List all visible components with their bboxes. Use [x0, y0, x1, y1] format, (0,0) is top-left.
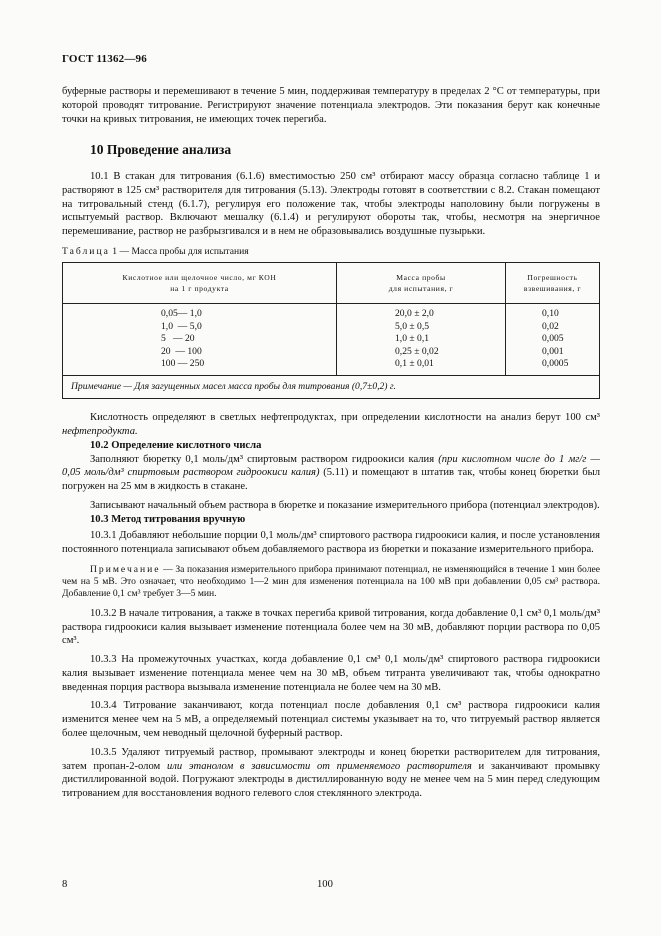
note-text: — За показания измерительного прибора принимают потенциал, не изменяющийся в течение 1 мин более чем на 5 мВ. Это означает, что необходимо 1—2 мин для изменения потенциала на 100 мВ при добавлении 0,05 см³ раствора. Добавление 0,1 см³ требует 3—5 мин.	[62, 563, 600, 599]
sample-mass-table	[62, 262, 600, 399]
table-cell: 20 — 100	[161, 345, 202, 357]
document-page	[62, 52, 600, 801]
header-line: Погрешность	[527, 273, 578, 283]
acidity-italic: нефтепродукта.	[62, 426, 138, 438]
table-caption-text: 1 — Масса пробы для испытания	[112, 245, 249, 257]
paragraph-10-3-3: 10.3.3 На промежуточных участках, когда добавление 0,1 см³ 0,1 моль/дм³ спиртового раствора гидроокиси калия вызывает изменение потенциала менее чем на 30 мВ, объем титранта увеличивают так, чтобы однократно введенная порция раствора вызывала изменение потенциала не более чем на 30 мВ.	[62, 654, 600, 693]
paragraph-10-3-4: 10.3.4 Титрование заканчивают, когда потенциал после добавления 0,1 см³ раствора гидроокиси калия изменится менее чем на 5 мВ, а определяемый потенциал системы указывает на то, что титруемый раствор является более щелочным, чем неводный щелочной буферный раствор.	[62, 700, 600, 739]
burette-italic: (при кислотном числе до 1 мг/г — 0,05 моль/дм³ спиртовым раствором гидроокиси калия)	[62, 453, 600, 479]
note-word: Примечание	[90, 563, 161, 575]
table-cell: 20,0 ± 2,0	[395, 308, 434, 320]
header-line: взвешивания, г	[523, 284, 582, 294]
paragraph-10-3-5	[62, 746, 600, 801]
burette-text-a: Заполняют бюретку 0,1 моль/дм³ спиртовым раствором гидроокиси калия	[90, 453, 439, 465]
section-10-title: 10 Проведение анализа	[90, 141, 232, 157]
rinse-text-a: 10.3.5 Удаляют титруемый раствор, промывают электроды и конец бюретки растворителем для титрования, затем пропан-2-олом	[62, 746, 600, 772]
intro-paragraph: буферные растворы и перемешивают в течение 5 мин, поддерживая температуру в пределах 2 °С от температуры, при которой проводят титрование. Регистрируют значение потенциала электродов. Эти показания берут как конечные точки на кривых титрования, не имеющих точек перегиба.	[62, 86, 600, 125]
acidity-text: Кислотность определяют в светлых нефтепродуктах, при определении кислотности на анализ берут 100 см³	[90, 412, 600, 424]
table-cell: 0,005	[542, 333, 564, 345]
table-cell: 0,25 ± 0,02	[395, 345, 439, 357]
table-cell: 0,0005	[542, 358, 569, 370]
header-weighing-error	[506, 263, 600, 304]
table-caption	[62, 246, 600, 258]
table-header-row	[63, 263, 600, 304]
table-note: Примечание — Для загущенных масел масса пробы для титрования (0,7±0,2) г.	[63, 375, 600, 398]
table-body-row	[63, 304, 600, 375]
header-line: Масса пробы	[396, 273, 446, 283]
burette-text-b: (5.11) и помещают в штатив так, чтобы конец бюретки был погружен на 25 мм в жидкость в стакане.	[62, 467, 600, 493]
rinse-italic: или этанолом в зависимости от применяемого растворителя	[166, 760, 472, 772]
table-cell: 100 — 250	[161, 358, 205, 370]
paragraph-10-1: 10.1 В стакан для титрования (6.1.6) вместимостью 250 см³ отбирают массу образца согласно таблице 1 и растворяют в 125 см³ растворителя для титрования (5.13). Электроды готовят в соответствии с 8.2. Стакан помещают на титровальный стенд (6.1.7), регулируя его положение так, чтобы электроды наполовину были погружены в испытуемый раствор. Включают мешалку (6.1.4) и регулируют обороты так, чтобы, несмотря на энергичное перемешивание, раствор не разбрызгивался и в нем не образовывались воздушные пузырьки.	[62, 171, 600, 238]
table-cell: 1,0 — 5,0	[161, 320, 202, 332]
header-sample-mass	[337, 263, 506, 304]
section-10-3-title: 10.3 Метод титрования вручную	[90, 513, 246, 525]
table-cell: 1,0 ± 0,1	[395, 333, 430, 345]
table-caption-word: Таблица	[62, 245, 110, 257]
acidity-paragraph	[62, 411, 600, 439]
table-cell: 0,10	[542, 308, 559, 320]
paragraph-10-3-1: 10.3.1 Добавляют небольшие порции 0,1 моль/дм³ спиртового раствора гидроокиси калия, и после установления постоянного потенциала записывают объем добавляемого раствора из бюретки и показание измерительного прибора.	[62, 530, 600, 556]
header-line: на 1 г продукта	[170, 284, 229, 294]
rinse-text-b: и заканчивают промывку дистиллированной водой. Погружают электроды в дистиллированную воду не менее чем на 5 мин перед следующим титрованием для восстановления водного гелевого слоя стеклянного электрода.	[62, 760, 600, 800]
paragraph-10-2-record: Записывают начальный объем раствора в бюретке и показание измерительного прибора (потенциал электродов).	[90, 499, 600, 511]
table-cell: 5,0 ± 0,5	[395, 320, 430, 332]
page-number-center: 100	[317, 879, 333, 890]
header-line: для испытания, г	[388, 284, 454, 294]
sample-mass-column	[337, 304, 506, 375]
table-cell: 0,001	[542, 345, 564, 357]
paragraph-10-2-burette	[62, 453, 600, 494]
standard-header: ГОСТ 11362—96	[62, 53, 147, 65]
acid-number-column	[63, 304, 337, 375]
table-cell: 5 — 20	[161, 333, 195, 345]
weighing-error-column	[506, 304, 600, 375]
paragraph-10-3-2: 10.3.2 В начале титрования, а также в точках перегиба кривой титрования, когда добавление 0,1 см³ 0,1 моль/дм³ раствора гидроокиси калия вызывает изменение потенциала более чем на 30 мВ, добавляют порции раствора по 0,05 см³.	[62, 607, 600, 647]
section-10-2-title: 10.2 Определение кислотного числа	[90, 439, 262, 451]
table-cell: 0,05— 1,0	[161, 308, 202, 320]
table-note-row	[63, 375, 600, 398]
table-cell: 0,02	[542, 320, 559, 332]
table-cell: 0,1 ± 0,01	[395, 358, 434, 370]
note-10-3-1	[62, 564, 600, 600]
header-line: Кислотное или щелочное число, мг КОН	[122, 273, 277, 283]
page-number-left: 8	[62, 879, 68, 890]
header-acid-number	[63, 263, 337, 304]
